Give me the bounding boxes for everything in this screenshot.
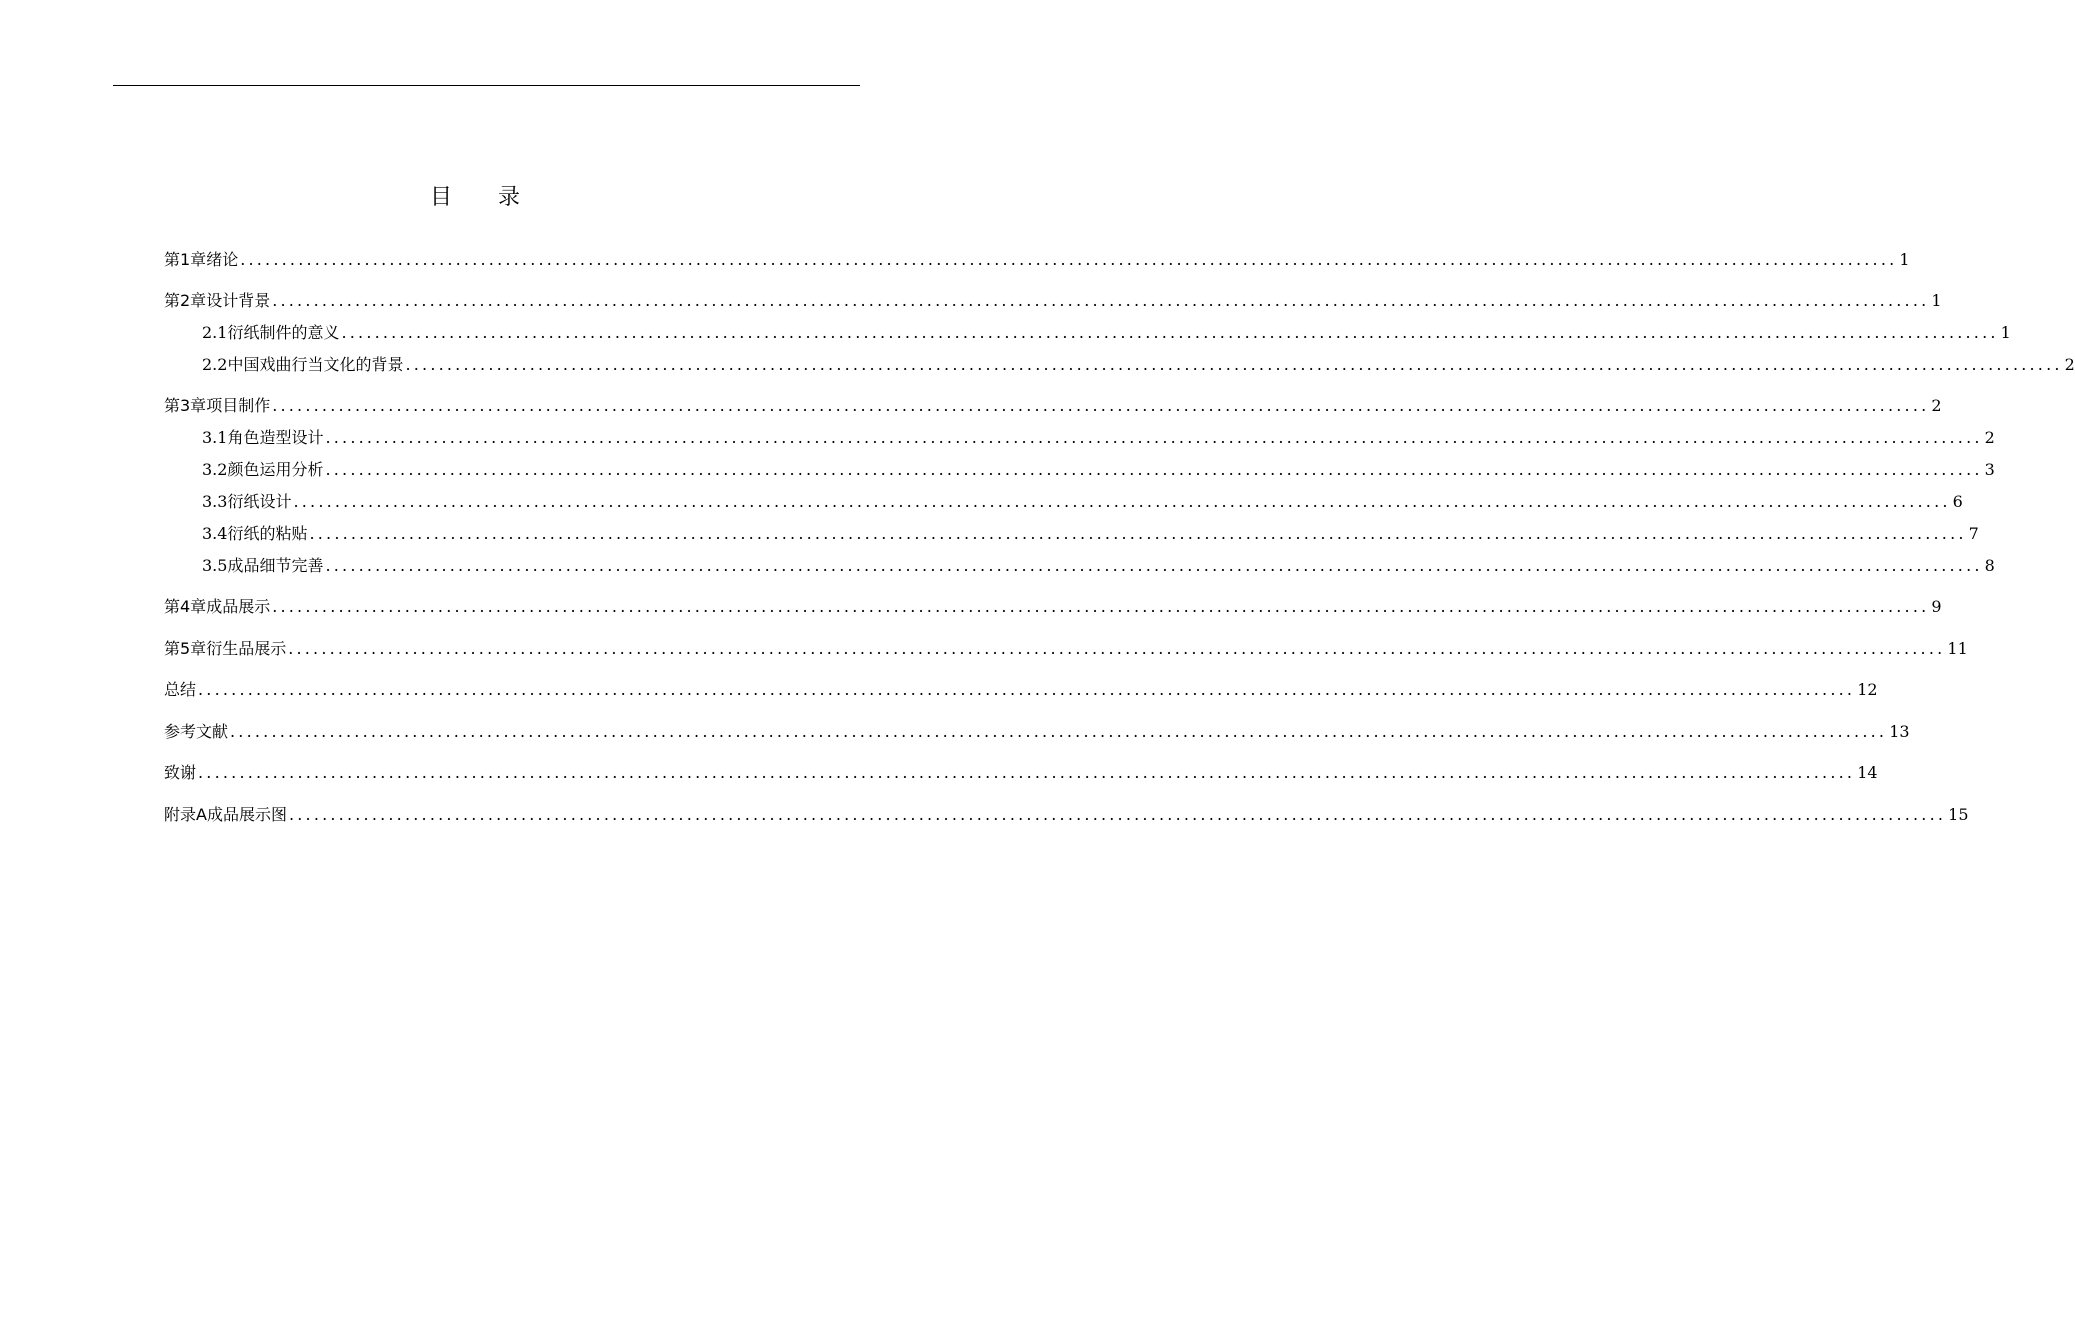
toc-dot-leader: ........................................................................................................................................................................................................ [325,460,1983,479]
toc-entry-number: 第1章 [164,250,207,269]
toc-entry-2-2[interactable] [202,354,2075,376]
toc-title [0,180,950,211]
toc-entry-number: 第3章 [164,396,207,415]
toc-entry-title: 参考文献 [164,722,229,741]
toc-dot-leader: ........................................................................................................................................................................................................ [288,805,1947,824]
toc-dot-leader: ........................................................................................................................................................................................................ [288,639,1946,658]
toc-entry-page: 9 [1931,597,1942,616]
toc-entry-title: 颜色运用分析 [227,460,324,479]
toc-entry-page: 2 [1984,428,1995,447]
toc-entry-title: 衍生品展示 [206,639,287,658]
toc-entry-page: 7 [1968,524,1979,543]
toc-entry-3-3[interactable] [202,491,1963,513]
toc-dot-leader: ........................................................................................................................................................................................................ [293,492,1951,511]
toc-entry-title: 衍纸的粘贴 [227,524,308,543]
toc-entry-acknowledgements[interactable] [164,762,1878,784]
toc-entry-ch1[interactable] [164,249,1910,271]
toc-entry-number: 2.1 [202,323,228,342]
toc-entry-number: 第4章 [164,597,207,616]
toc-dot-leader: ........................................................................................................................................................................................................ [309,524,1967,543]
toc-dot-leader: ........................................................................................................................................................................................................ [272,291,1930,310]
toc-entry-3-5[interactable] [202,555,1995,577]
toc-entry-page: 2 [1931,396,1942,415]
toc-dot-leader: ........................................................................................................................................................................................................ [272,597,1930,616]
toc-entry-number: 3.4 [202,524,228,543]
toc-entry-page: 1 [2000,323,2011,342]
toc-entry-3-2[interactable] [202,459,1995,481]
toc-entry-title: 设计背景 [206,291,271,310]
toc-entry-summary[interactable] [164,679,1878,701]
toc-entry-ch4[interactable] [164,596,1942,618]
toc-entry-page: 6 [1952,492,1963,511]
toc-entry-page: 2 [2064,355,2075,374]
toc-entry-number: 第5章 [164,639,207,658]
toc-entry-title: 衍纸设计 [227,492,292,511]
toc-entry-title: 成品展示图 [206,805,287,824]
toc-entry-title: 致谢 [164,763,197,782]
toc-entry-page: 3 [1984,460,1995,479]
toc-entry-number: 3.3 [202,492,228,511]
header-rule [113,85,860,86]
toc-entry-3-1[interactable] [202,427,1995,449]
toc-entry-title: 角色造型设计 [227,428,324,447]
toc-dot-leader: ........................................................................................................................................................................................................ [240,250,1898,269]
toc-entry-page: 8 [1984,556,1995,575]
toc-entry-number: 2.2 [202,355,228,374]
toc-entry-page: 12 [1857,680,1878,699]
toc-entry-page: 11 [1947,639,1968,658]
toc-entry-page: 1 [1931,291,1942,310]
toc-entry-number: 3.1 [202,428,228,447]
toc-entry-3-4[interactable] [202,523,1979,545]
toc-entry-number: 附录A [164,805,207,824]
toc-entry-ch2[interactable] [164,290,1942,312]
toc-dot-leader: ........................................................................................................................................................................................................ [325,556,1983,575]
toc-entry-appendix-a[interactable] [164,804,1969,826]
toc-entry-number: 3.5 [202,556,228,575]
toc-entry-title: 总结 [164,680,197,699]
toc-entry-title: 项目制作 [206,396,271,415]
toc-entry-title: 绪论 [206,250,239,269]
toc-entry-page: 15 [1948,805,1969,824]
toc-dot-leader: ........................................................................................................................................................................................................ [272,396,1930,415]
toc-title-part1: 目 [429,185,452,210]
toc-entry-number: 第2章 [164,291,207,310]
toc-title-part2: 录 [498,185,521,210]
toc-entry-ch5[interactable] [164,638,1968,660]
toc-dot-leader: ........................................................................................................................................................................................................ [198,680,1856,699]
toc-dot-leader: ........................................................................................................................................................................................................ [341,323,1999,342]
toc-dot-leader: ........................................................................................................................................................................................................ [198,763,1856,782]
toc-dot-leader: ........................................................................................................................................................................................................ [405,355,2063,374]
toc-entry-ch3[interactable] [164,395,1942,417]
toc-entry-number: 3.2 [202,460,228,479]
toc-dot-leader: ........................................................................................................................................................................................................ [325,428,1983,447]
toc-entry-2-1[interactable] [202,322,2011,344]
toc-entry-title: 衍纸制件的意义 [227,323,340,342]
toc-entry-title: 中国戏曲行当文化的背景 [227,355,404,374]
toc-entry-page: 13 [1889,722,1910,741]
toc-entry-title: 成品细节完善 [227,556,324,575]
toc-entry-references[interactable] [164,721,1910,743]
toc-entry-title: 成品展示 [206,597,271,616]
toc-entry-page: 1 [1899,250,1910,269]
toc-entry-page: 14 [1857,763,1878,782]
toc-dot-leader: ........................................................................................................................................................................................................ [230,722,1888,741]
